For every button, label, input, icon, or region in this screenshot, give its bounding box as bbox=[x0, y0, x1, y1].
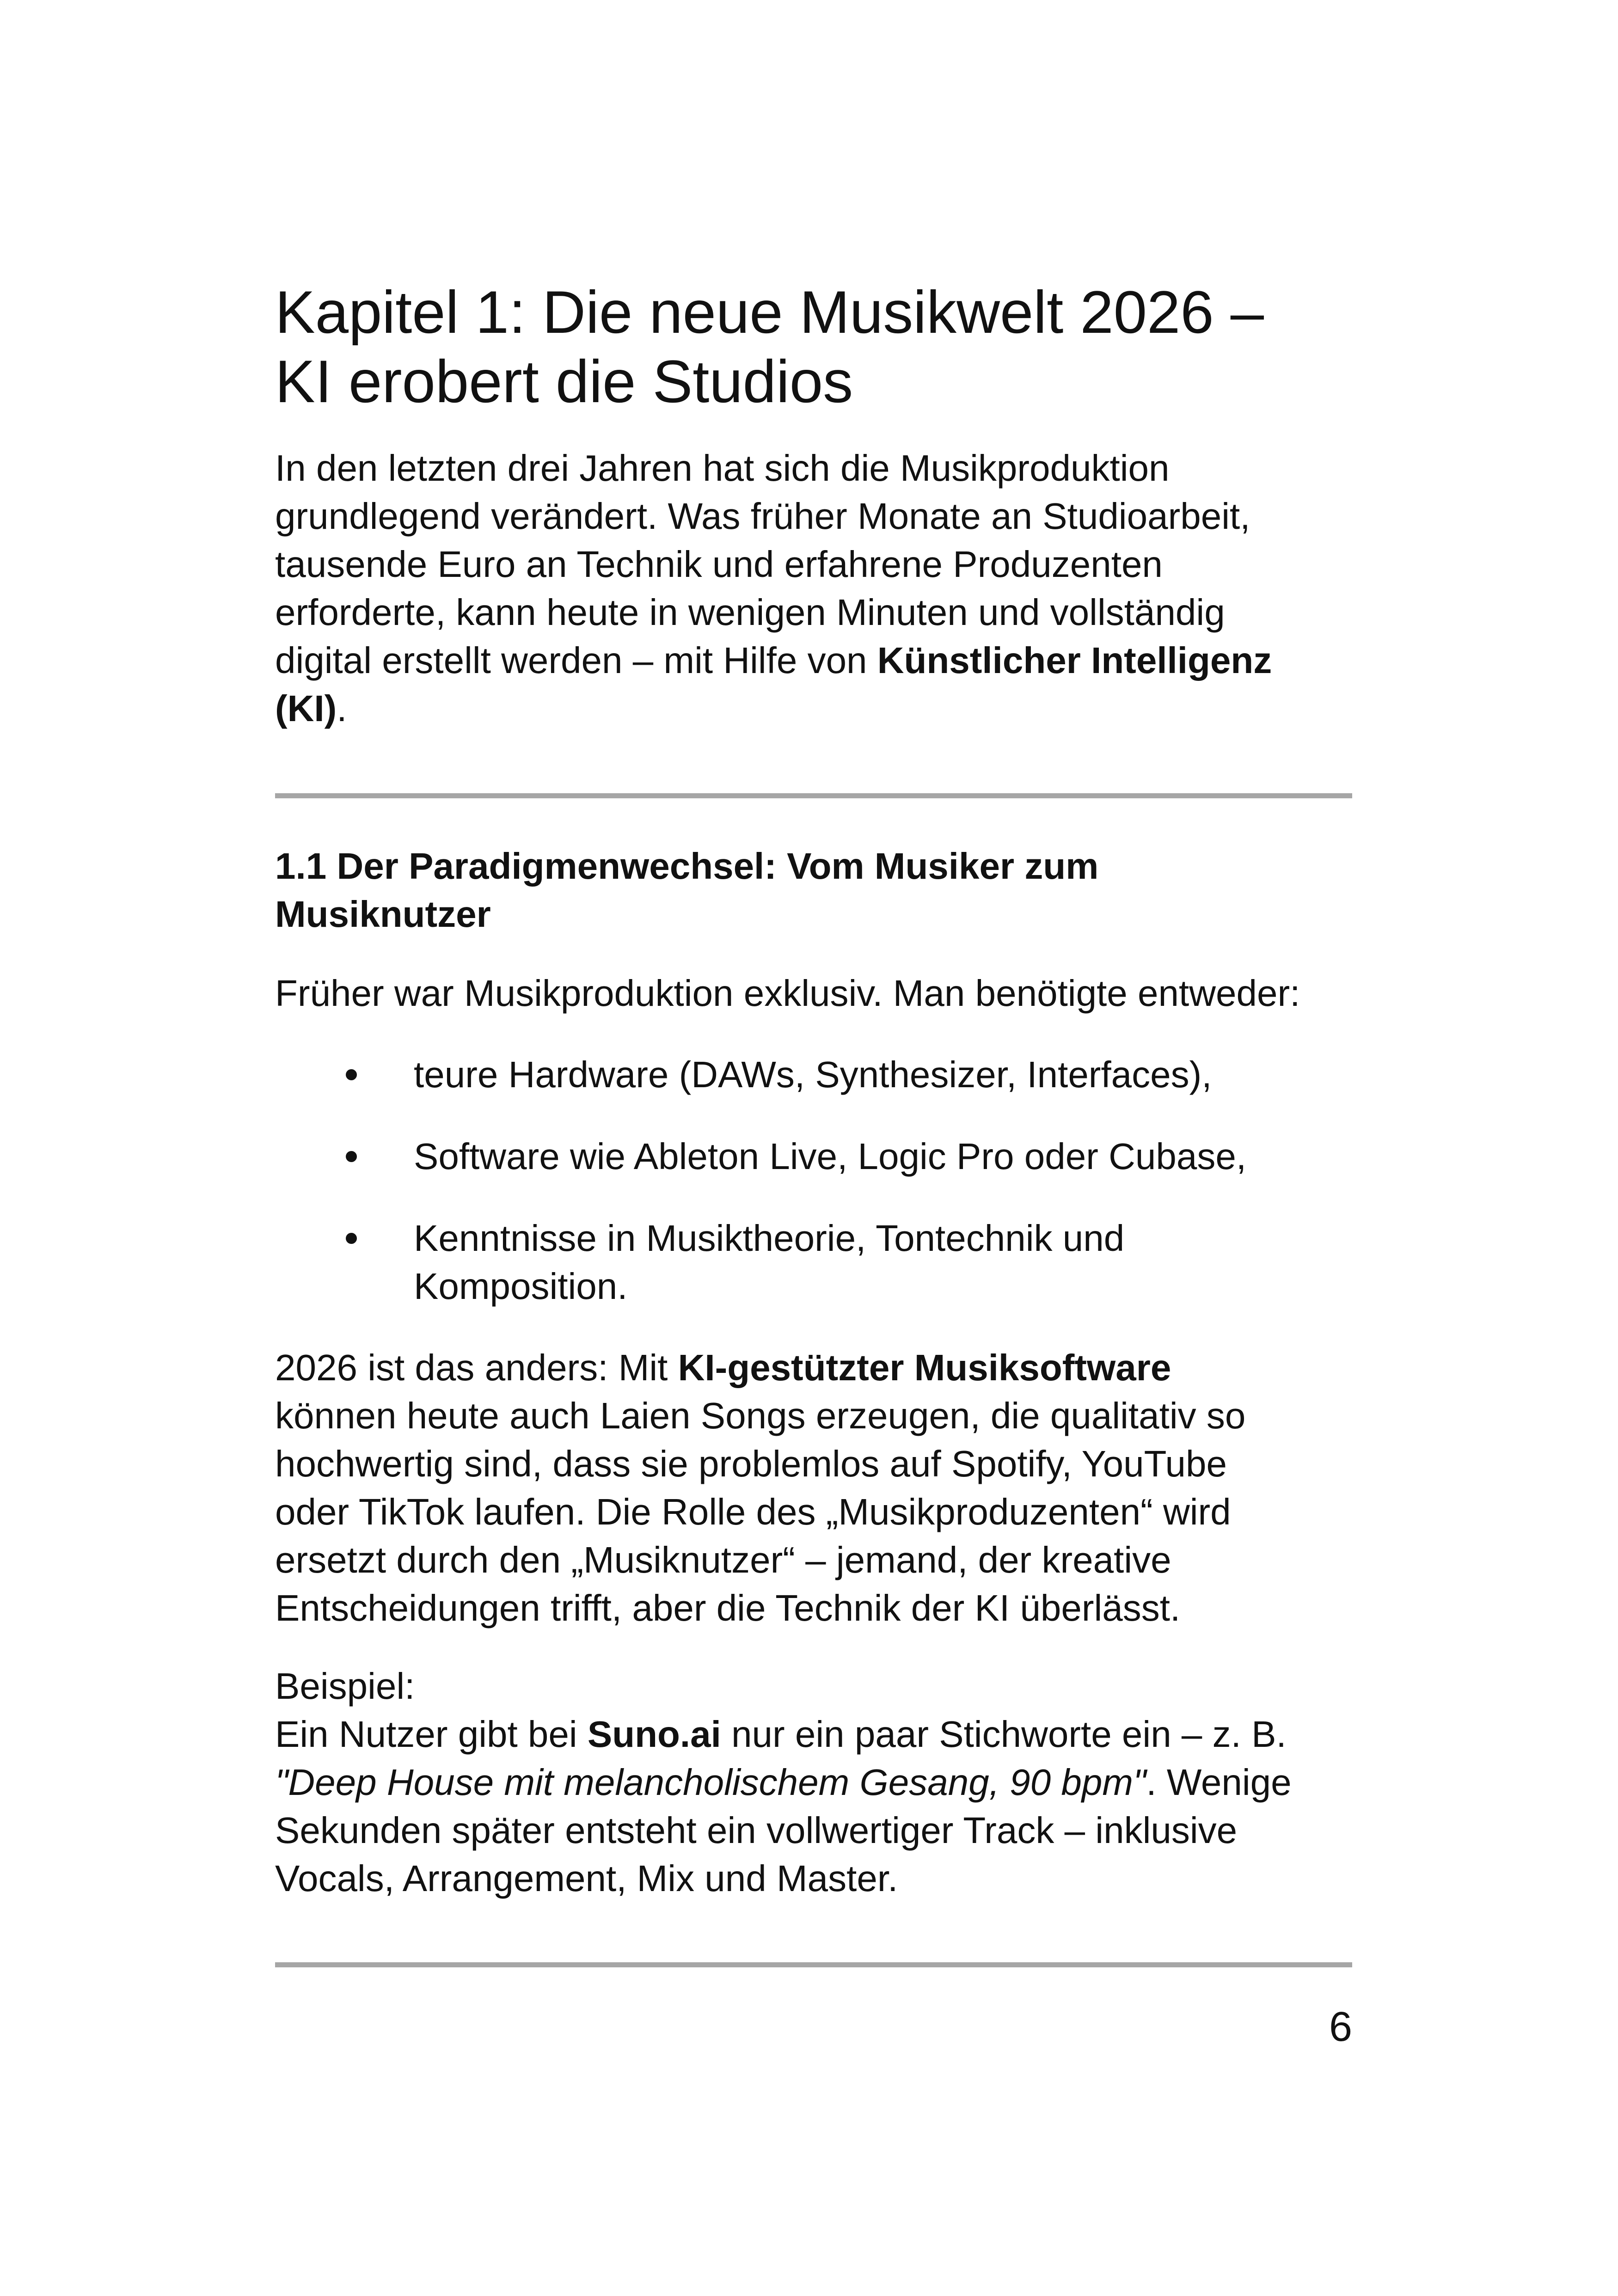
horizontal-divider bbox=[275, 793, 1352, 798]
chapter-title-line: KI erobert die Studios bbox=[275, 348, 853, 415]
list-item-text: Software wie Ableton Live, Logic Pro oder Cubase, bbox=[414, 1136, 1247, 1177]
page-number: 6 bbox=[1329, 2004, 1352, 2050]
chapter-title-line: Kapitel 1: Die neue Musikwelt 2026 – bbox=[275, 278, 1264, 346]
intro-paragraph bbox=[275, 444, 1352, 733]
bold-term: KI-gestützter Musiksoftware bbox=[678, 1347, 1171, 1388]
early-production-paragraph bbox=[275, 969, 1352, 1017]
text-line: Sekunden später entsteht ein vollwertiger Track – inklusive bbox=[275, 1810, 1238, 1851]
text-line: In den letzten drei Jahren hat sich die Musikproduktion bbox=[275, 447, 1170, 489]
text-line: Früher war Musikproduktion exklusiv. Man benötigte entweder: bbox=[275, 973, 1300, 1014]
requirements-list bbox=[275, 1051, 1352, 1344]
ai-software-paragraph bbox=[275, 1344, 1352, 1632]
example-paragraph bbox=[275, 1662, 1352, 1903]
text-run: . bbox=[337, 688, 347, 729]
text-line: können heute auch Laien Songs erzeugen, die qualitativ so bbox=[275, 1395, 1246, 1436]
text-run: 2026 ist das anders: Mit bbox=[275, 1347, 678, 1388]
text-run: digital erstellt werden – mit Hilfe von bbox=[275, 640, 877, 681]
text-line: Vocals, Arrangement, Mix und Master. bbox=[275, 1858, 898, 1899]
bold-term: Künstlicher Intelligenz bbox=[877, 640, 1272, 681]
section-heading-line: Musiknutzer bbox=[275, 894, 491, 935]
section-heading-line: 1.1 Der Paradigmenwechsel: Vom Musiker zum bbox=[275, 845, 1099, 887]
bullet-icon bbox=[346, 1069, 357, 1080]
text-line bbox=[275, 1758, 1352, 1806]
text-line bbox=[275, 1344, 1352, 1392]
bullet-icon bbox=[346, 1151, 357, 1162]
list-item-text: Kenntnisse in Musiktheorie, Tontechnik und bbox=[414, 1218, 1125, 1259]
horizontal-divider bbox=[275, 1962, 1352, 1967]
text-line bbox=[275, 685, 1352, 733]
section-heading bbox=[275, 842, 1352, 938]
list-item bbox=[275, 1051, 1352, 1099]
text-line: grundlegend verändert. Was früher Monate an Studioarbeit, bbox=[275, 496, 1250, 537]
text-run: Ein Nutzer gibt bei bbox=[275, 1714, 588, 1755]
text-run: . Wenige bbox=[1146, 1762, 1292, 1803]
list-item-text: teure Hardware (DAWs, Synthesizer, Interfaces), bbox=[414, 1054, 1212, 1095]
text-line bbox=[275, 637, 1352, 685]
list-item bbox=[275, 1133, 1352, 1181]
list-item-text: Komposition. bbox=[414, 1266, 628, 1307]
text-line: oder TikTok laufen. Die Rolle des „Musikproduzenten“ wird bbox=[275, 1491, 1231, 1532]
text-line bbox=[275, 1710, 1352, 1758]
text-line: ersetzt durch den „Musiknutzer“ – jemand, der kreative bbox=[275, 1539, 1171, 1580]
bold-term: (KI) bbox=[275, 688, 337, 729]
text-run: nur ein paar Stichworte ein – z. B. bbox=[721, 1714, 1287, 1755]
chapter-title bbox=[275, 277, 1352, 416]
text-line: hochwertig sind, dass sie problemlos auf Spotify, YouTube bbox=[275, 1443, 1227, 1484]
document-page bbox=[275, 0, 1352, 2296]
italic-prompt: "Deep House mit melancholischem Gesang, 90 bpm" bbox=[275, 1762, 1146, 1803]
example-label: Beispiel: bbox=[275, 1665, 415, 1707]
text-line: Entscheidungen trifft, aber die Technik der KI überlässt. bbox=[275, 1587, 1181, 1629]
text-line: tausende Euro an Technik und erfahrene Produzenten bbox=[275, 544, 1163, 585]
bold-term: Suno.ai bbox=[587, 1714, 721, 1755]
text-line: erforderte, kann heute in wenigen Minuten und vollständig bbox=[275, 592, 1225, 633]
list-item bbox=[275, 1214, 1352, 1310]
bullet-icon bbox=[346, 1233, 357, 1244]
